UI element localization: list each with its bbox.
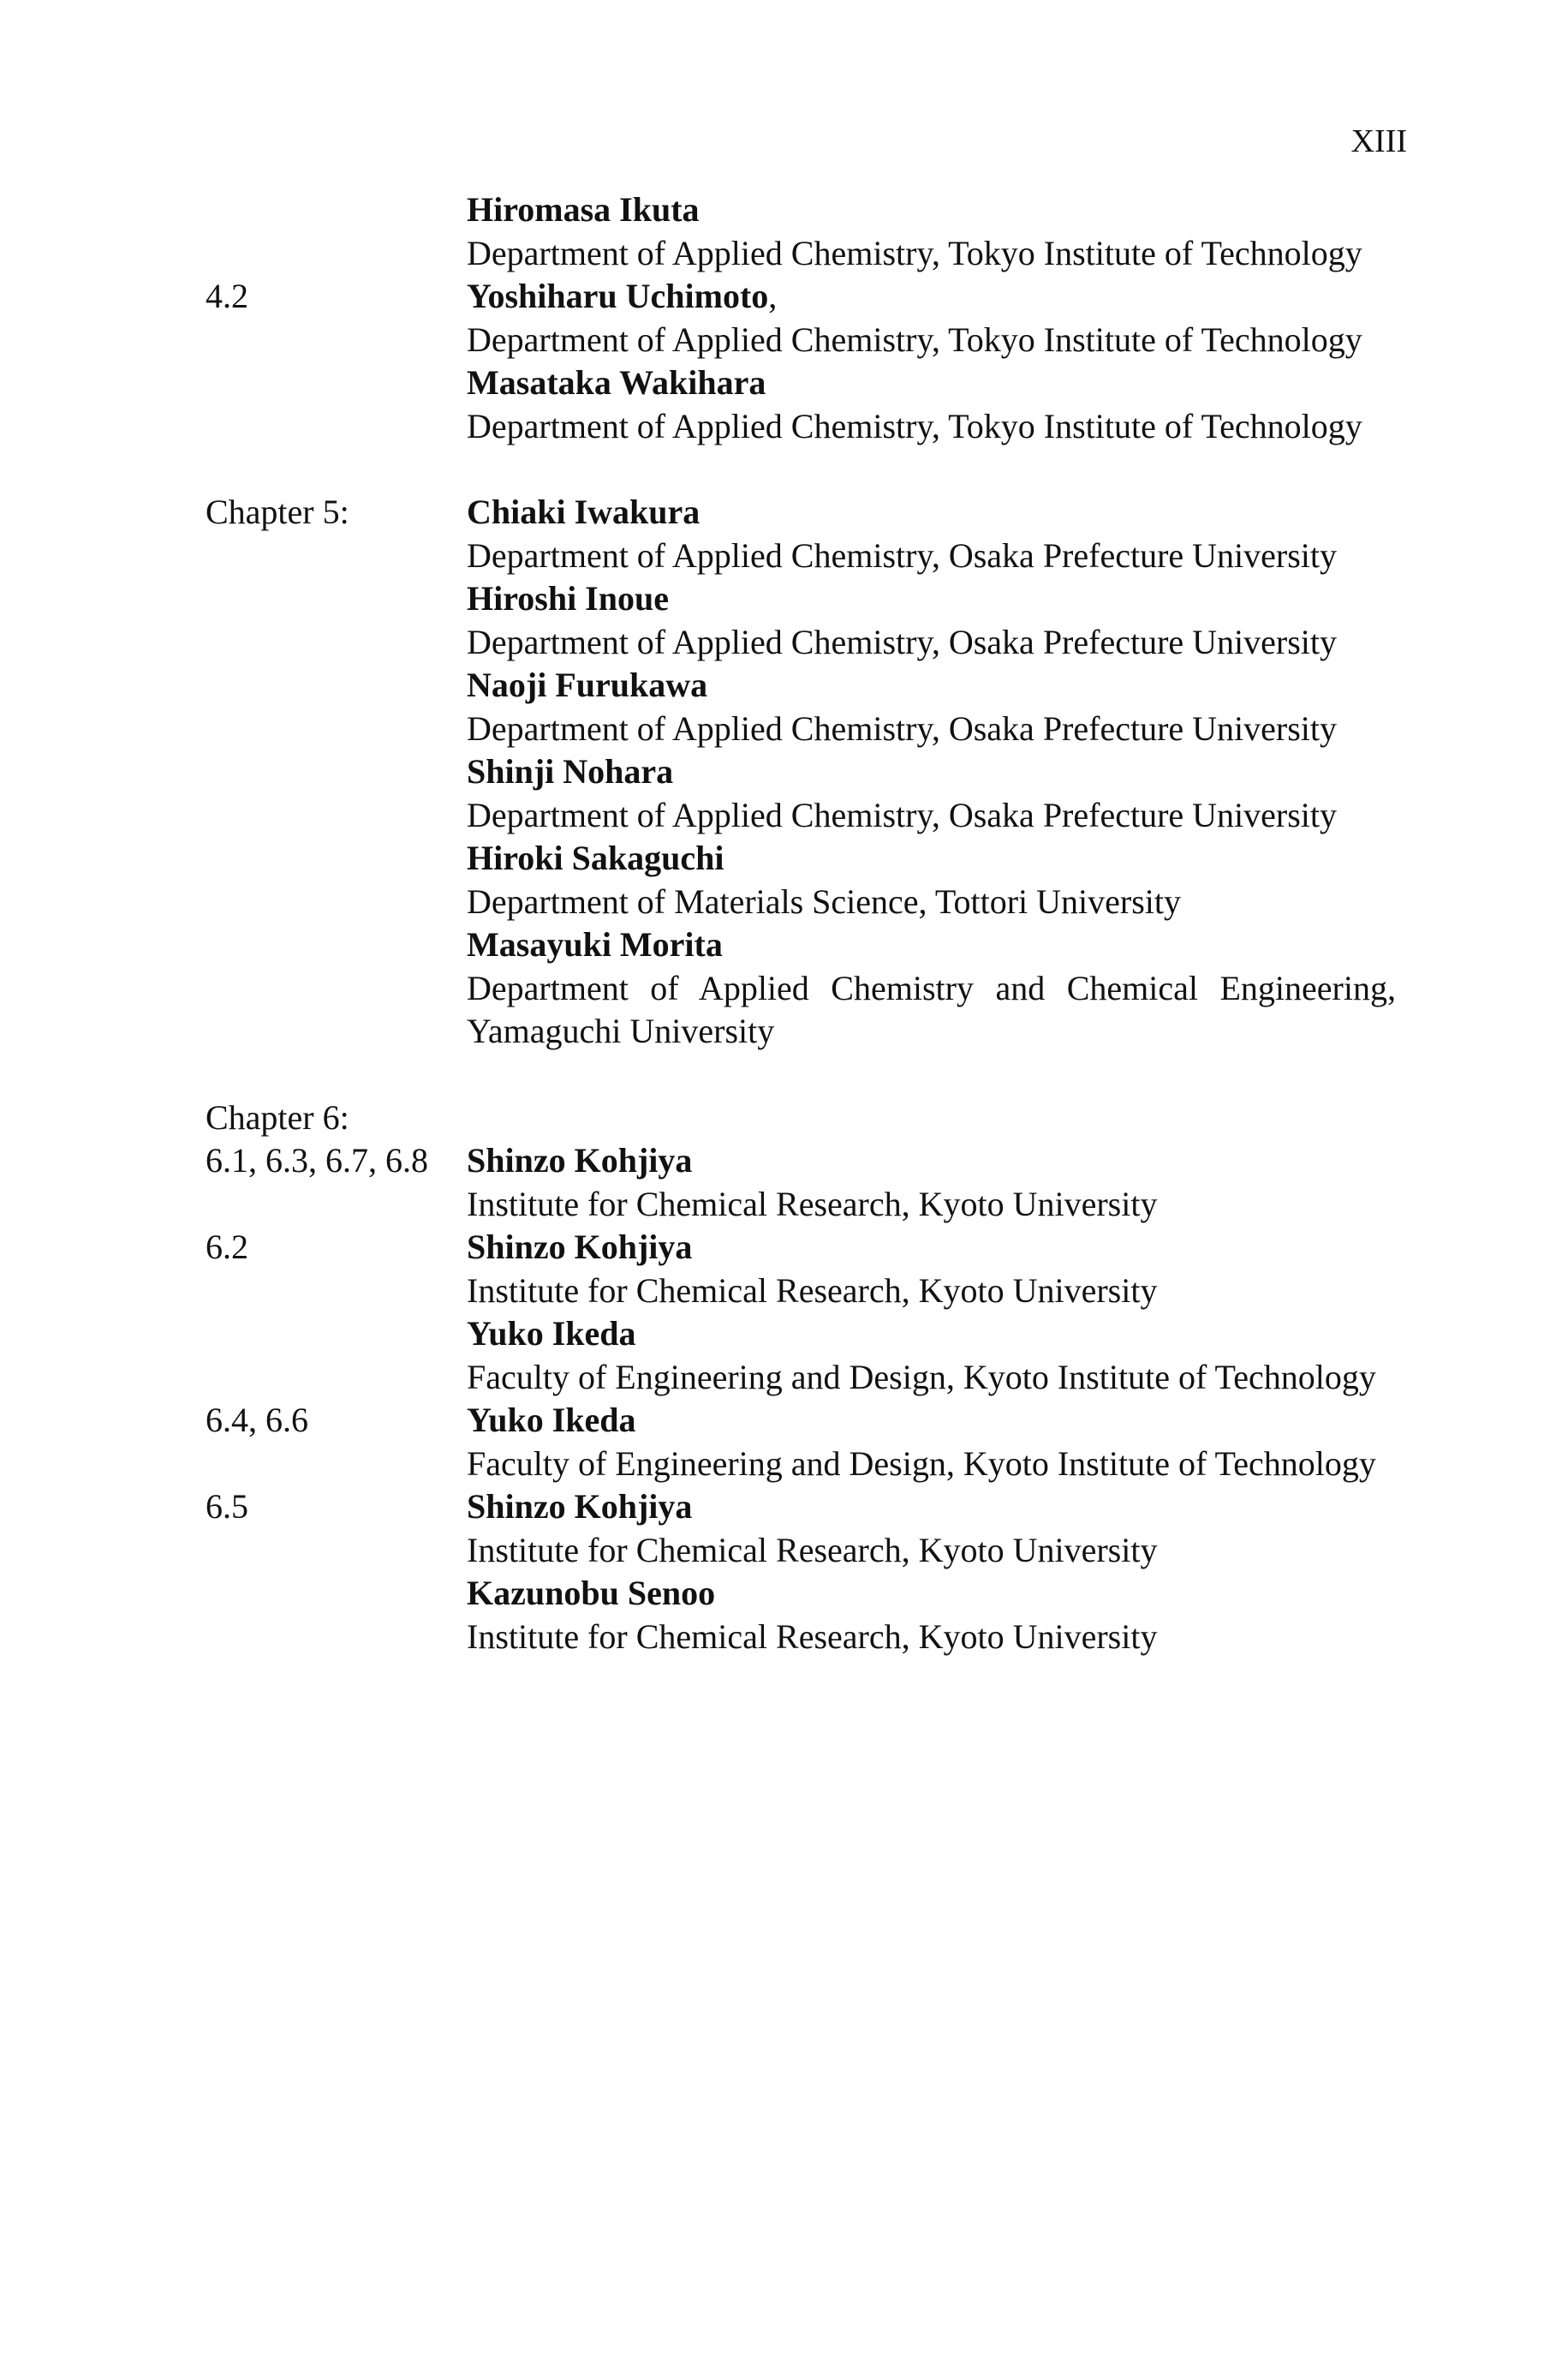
spacer — [206, 1054, 1396, 1096]
author-affiliation: Department of Applied Chemistry, Tokyo Institute of Technology — [467, 233, 1362, 272]
spacer — [206, 448, 1396, 491]
author-affiliation: Institute for Chemical Research, Kyoto University — [467, 1530, 1158, 1569]
author-name: Masayuki Morita — [467, 925, 723, 964]
section-label: 4.2 — [206, 277, 248, 315]
entry-list — [467, 1399, 1396, 1485]
author-name: Kazunobu Senoo — [467, 1574, 716, 1612]
author-name: Hiroki Sakaguchi — [467, 839, 724, 877]
author-name: Chiaki Iwakura — [467, 493, 701, 531]
section-label: 6.1, 6.3, 6.7, 6.8 — [206, 1141, 428, 1180]
entry-list — [467, 188, 1396, 275]
author-affiliation: Faculty of Engineering and Design, Kyoto Institute of Technology — [467, 1357, 1376, 1396]
author-name: Shinji Nohara — [467, 752, 674, 791]
author-affiliation: Faculty of Engineering and Design, Kyoto Institute of Technology — [467, 1443, 1376, 1483]
chapter6-group — [206, 1399, 1396, 1485]
contributors-list — [206, 188, 1396, 1658]
author-name: Hiromasa Ikuta — [467, 190, 700, 229]
author-affiliation: Institute for Chemical Research, Kyoto University — [467, 1270, 1158, 1310]
chapter6-heading — [206, 1096, 1396, 1140]
author-affiliation: Department of Applied Chemistry, Tokyo Institute of Technology — [467, 406, 1362, 445]
author-affiliation: Department of Applied Chemistry, Osaka Prefecture University — [467, 708, 1338, 748]
entry-list — [467, 491, 1396, 1054]
section-label: 6.2 — [206, 1228, 248, 1266]
author-affiliation: Department of Applied Chemistry, Osaka Prefecture University — [467, 622, 1338, 661]
author-name: Shinzo Kohjiya — [467, 1228, 693, 1266]
author-affiliation: Institute for Chemical Research, Kyoto University — [467, 1616, 1158, 1656]
chapter4-group-4-2 — [206, 275, 1396, 448]
author-name: Hiroshi Inoue — [467, 579, 669, 618]
author-name: Yuko Ikeda — [467, 1314, 636, 1353]
chapter6-group — [206, 1226, 1396, 1399]
entry-list — [467, 1485, 1396, 1658]
author-name: Shinzo Kohjiya — [467, 1487, 693, 1526]
author-affiliation: Department of Applied Chemistry, Tokyo Institute of Technology — [467, 320, 1362, 359]
author-affiliation: Institute for Chemical Research, Kyoto University — [467, 1184, 1158, 1223]
chapter-label: Chapter 6: — [206, 1097, 349, 1137]
chapter6-group — [206, 1139, 1396, 1226]
author-name: Shinzo Kohjiya — [467, 1141, 693, 1180]
page-number: XIII — [1350, 123, 1407, 159]
author-affiliation: Department of Applied Chemistry and Chemical Engineering, Yamaguchi University — [467, 968, 1396, 1050]
entry-list — [467, 275, 1396, 448]
author-name: Yuko Ikeda — [467, 1401, 636, 1439]
author-affiliation: Department of Applied Chemistry, Osaka Prefecture University — [467, 535, 1338, 575]
author-affiliation: Department of Materials Science, Tottori University — [467, 881, 1182, 921]
entry-list — [467, 1139, 1396, 1226]
author-affiliation: Department of Applied Chemistry, Osaka Prefecture University — [467, 795, 1338, 834]
chapter5-group — [206, 491, 1396, 1054]
chapter6-group — [206, 1485, 1396, 1658]
chapter-label: Chapter 5: — [206, 493, 349, 531]
section-label: 6.4, 6.6 — [206, 1401, 308, 1439]
section-label: 6.5 — [206, 1487, 248, 1526]
author-name: Masataka Wakihara — [467, 363, 766, 402]
chapter4-group-continued — [206, 188, 1396, 275]
entry-list — [467, 1226, 1396, 1399]
author-name: Naoji Furukawa — [467, 666, 708, 704]
author-name: Yoshiharu Uchimoto, — [467, 277, 778, 315]
